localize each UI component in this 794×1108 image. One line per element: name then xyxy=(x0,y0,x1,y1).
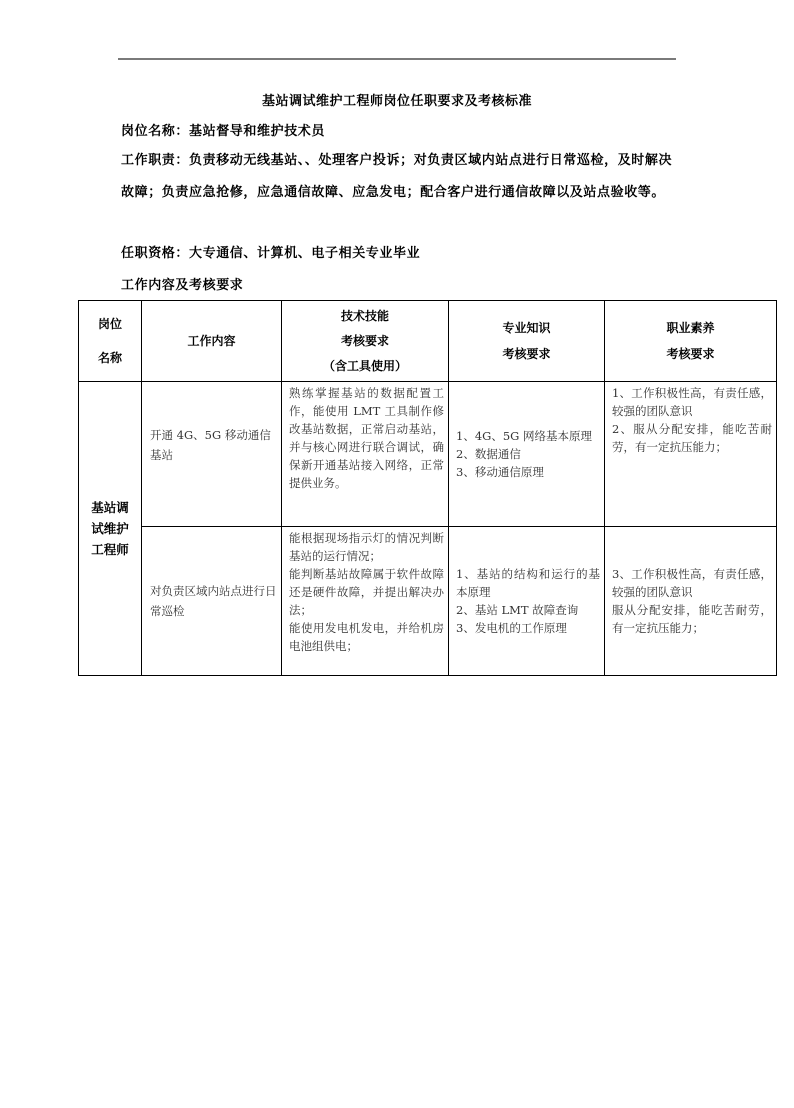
table-header-row xyxy=(79,301,777,382)
table-caption: 工作内容及考核要求 xyxy=(121,278,244,293)
table-row xyxy=(79,382,777,527)
knowledge-cell: 1、基站的结构和运行的基本原理 2、基站 LMT 故障查询 3、发电机的工作原理 xyxy=(449,527,605,676)
header-work-content: 工作内容 xyxy=(142,301,282,382)
header-rule xyxy=(118,58,676,60)
qualification-line: 任职资格：大专通信、计算机、电子相关专业毕业 xyxy=(121,246,421,261)
skill-cell: 熟练掌握基站的数据配置工作，能使用 LMT 工具制作修改基站数据，正常启动基站，并与核心网进行联合调试，确保新开通基站接入网络，正常提供业务。 xyxy=(282,382,449,527)
skill-cell: 能根据现场指示灯的情况判断基站的运行情况； 能判断基站故障属于软件故障还是硬件故障，并提出解决办法； 能使用发电机发电，并给机房电池组供电； xyxy=(282,527,449,676)
header-knowledge: 专业知识 考核要求 xyxy=(449,301,605,382)
position-name-cell: 基站调 试维护 工程师 xyxy=(79,382,142,676)
job-duties-paragraph: 工作职责：负责移动无线基站、、处理客户投诉；对负责区域内站点进行日常巡检，及时解决故障；负责应急抢修，应急通信故障、应急发电；配合客户进行通信故障以及站点验收等。 xyxy=(121,153,673,200)
header-position: 岗位 名称 xyxy=(79,301,142,382)
header-quality: 职业素养 考核要求 xyxy=(605,301,777,382)
work-content-cell: 对负责区域内站点进行日常巡检 xyxy=(142,527,282,676)
work-content-cell: 开通 4G、5G 移动通信基站 xyxy=(142,382,282,527)
position-name-line: 岗位名称：基站督导和维护技术员 xyxy=(121,124,326,139)
table-row xyxy=(79,527,777,676)
document-title: 基站调试维护工程师岗位任职要求及考核标准 xyxy=(261,94,532,109)
quality-cell: 3、工作积极性高，有责任感，较强的团队意识 服从分配安排，能吃苦耐劳，有一定抗压能力； xyxy=(605,527,777,676)
header-skill: 技术技能 考核要求 （含工具使用） xyxy=(282,301,449,382)
knowledge-cell: 1、4G、5G 网络基本原理 2、数据通信 3、移动通信原理 xyxy=(449,382,605,527)
requirements-table xyxy=(78,300,777,676)
quality-cell: 1、工作积极性高，有责任感，较强的团队意识 2、服从分配安排，能吃苦耐劳，有一定抗压能力； xyxy=(605,382,777,527)
